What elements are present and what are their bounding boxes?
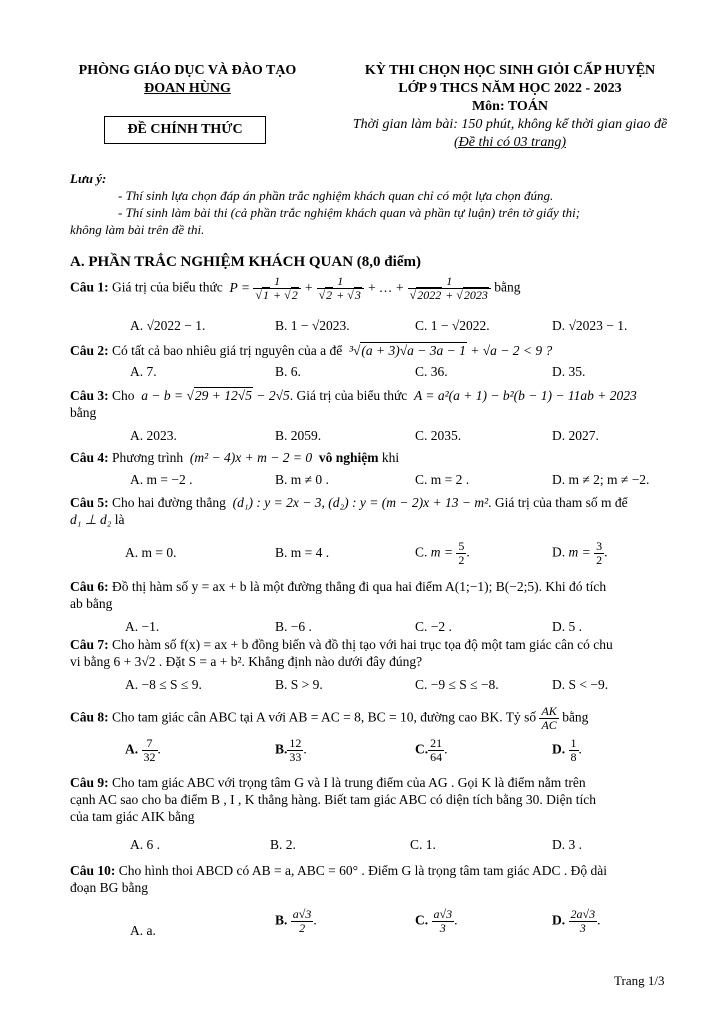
option-b: B. 6. [275, 364, 301, 379]
exam-title: KỲ THI CHỌN HỌC SINH GIỎI CẤP HUYỆN [364, 63, 656, 78]
question-tail: đoạn BG bằng [70, 880, 148, 895]
question-1 [70, 274, 674, 333]
notes [70, 170, 672, 238]
question-label: Câu 8: [70, 709, 109, 725]
note-line-2: - Thí sinh làm bài thi (cả phần trắc nghiệm khách quan và phần tự luận) trên tờ giấy thi; [118, 205, 581, 220]
option-b: B. 1 − √2023. [275, 318, 350, 333]
option-b: B. m = 4 . [275, 545, 330, 560]
official-badge: ĐỀ CHÍNH THỨC [104, 116, 266, 144]
section-a-title: A. PHẦN TRẮC NGHIỆM KHÁCH QUAN (8,0 điểm) [70, 254, 421, 270]
option-c: C. 2035. [415, 428, 462, 443]
question-5 [70, 494, 674, 567]
question-label: Câu 2: [70, 343, 109, 358]
question-mid: . Giá trị của biểu thức [289, 388, 408, 403]
exam-time: Thời gian làm bài: 150 phút, không kể thời gian giao đề [352, 117, 668, 132]
header-right [330, 62, 690, 152]
option-a: A. −8 ≤ S ≤ 9. [125, 677, 202, 692]
option-d: D. $\frac{1}{8}$ . [552, 736, 582, 764]
question-tail: khi [381, 450, 400, 465]
option-b: B. m ≠ 0 . [275, 472, 329, 487]
question-10 [70, 862, 674, 938]
option-a: A. m = −2 . [130, 472, 193, 487]
question-label: Câu 9: [70, 775, 109, 790]
option-b: B. S > 9. [275, 677, 323, 692]
question-text: Có tất cả bao nhiêu giá trị nguyên của a để [112, 343, 343, 358]
option-b: B. 2059. [275, 428, 322, 443]
question-mid: . Giá trị của tham số m để [488, 495, 628, 510]
question-line-3: của tam giác AIK bằng [70, 809, 195, 824]
question-line-2: cạnh AC sao cho ba điểm B , I , K thẳng hàng. Biết tam giác ABC có diện tích bằng 30. Diện tích [70, 792, 597, 807]
option-c: C. 1 − √2022. [415, 318, 490, 333]
question-text: Phương trình [112, 450, 184, 465]
question-text: Đồ thị hàm số y = ax + b là một đường thẳng đi qua hai điểm A(1;−1); B(−2;5). Khi đó tích [112, 579, 607, 594]
question-label: Câu 10: [70, 863, 116, 878]
option-b: B. $\frac{a√3}{2}$ . [275, 907, 317, 935]
option-c: C. $\frac{21}{64}$ . [415, 736, 448, 764]
question-label: Câu 6: [70, 579, 109, 594]
ratio-fraction: $\frac{AK}{AC}$ [541, 704, 557, 732]
question-label: Câu 5: [70, 495, 109, 510]
option-a: A. √2022 − 1. [130, 318, 206, 333]
option-b: B. 2. [270, 837, 296, 852]
option-a: A. 7. [130, 364, 157, 379]
math-expression: ³√(a + 3)√a − 3a − 1 + √a − 2 < 9 ? [345, 343, 553, 358]
option-d: D. √2023 − 1. [552, 318, 628, 333]
question-6 [70, 578, 674, 634]
question-tail: vi bằng 6 + 3√2 . Đặt S = a + b². Khẳng định nào dưới đây đúng? [70, 654, 423, 669]
option-c: C. m = $\frac{5}{2}$ . [415, 539, 470, 567]
question-label: Câu 4: [70, 450, 109, 465]
math-expression-2: A = a²(a + 1) − b²(b − 1) − 11ab + 2023 [410, 388, 637, 403]
question-9 [70, 774, 674, 852]
option-a: A. $\frac{7}{32}$ . [125, 736, 161, 764]
question-tail: bằng [494, 279, 521, 295]
question-tail: bằng [562, 709, 589, 725]
option-d: D. 5 . [552, 619, 582, 634]
question-text: Cho tam giác cân ABC tại A với AB = AC = 8, BC = 10, đường cao BK. Tỷ số [112, 709, 537, 725]
option-d: D. 35. [552, 364, 586, 379]
option-a: A. 6 . [130, 837, 160, 852]
exam-grade: LỚP 9 THCS NĂM HỌC 2022 - 2023 [398, 81, 622, 96]
option-d: D. m = $\frac{3}{2}$ . [552, 539, 608, 567]
question-text: Cho tam giác ABC với trọng tâm G và I là trung điểm của AG . Gọi K là điểm nằm trên [112, 775, 586, 790]
option-c: C. −2 . [415, 619, 452, 634]
option-a: A. −1. [125, 619, 160, 634]
exam-pages: (Đề thi có 03 trang) [454, 135, 566, 150]
question-4 [70, 449, 674, 487]
option-a: A. a. [130, 923, 156, 938]
question-bold: vô nghiệm [318, 450, 379, 465]
question-tail: là [114, 512, 125, 527]
option-c: C. 1. [410, 837, 436, 852]
note-line-3: không làm bài trên đề thi. [70, 222, 205, 237]
option-d: D. 2027. [552, 428, 599, 443]
exam-subject: Môn: TOÁN [471, 99, 549, 114]
question-text: Giá trị của biểu thức [112, 279, 223, 295]
option-c: C. $\frac{a√3}{3}$ . [415, 907, 458, 935]
department-name: PHÒNG GIÁO DỤC VÀ ĐÀO TẠO [78, 63, 297, 78]
note-title: Lưu ý: [70, 171, 107, 186]
header-left [60, 62, 315, 98]
option-d: D. $\frac{2a√3}{3}$ . [552, 907, 601, 935]
option-c: C. 36. [415, 364, 448, 379]
option-a: A. 2023. [130, 428, 177, 443]
question-8 [70, 704, 674, 764]
math-expression: a − b = √29 + 12√5 − 2√5 [137, 388, 290, 403]
perpendicular-expression: d₁ ⊥ d₂ [70, 512, 115, 527]
question-text: Cho hình thoi ABCD có AB = a, ABC = 60° . Điểm G là trọng tâm tam giác ADC . Độ dài [118, 863, 607, 878]
option-b: B. $\frac{12}{33}$ . [275, 736, 307, 764]
question-label: Câu 1: [70, 279, 109, 295]
question-text: Cho hàm số f(x) = ax + b đồng biến và đồ thị tạo với hai trục tọa độ một tam giác cân có chu [112, 637, 613, 652]
question-label: Câu 3: [70, 388, 109, 403]
page-number: Trang 1/3 [614, 973, 665, 988]
option-d: D. m ≠ 2; m ≠ −2. [552, 472, 650, 487]
option-d: D. S < −9. [552, 677, 609, 692]
note-line-1: - Thí sinh lựa chọn đáp án phần trắc nghiệm khách quan chỉ có một lựa chọn đúng. [118, 188, 554, 203]
option-c: C. −9 ≤ S ≤ −8. [415, 677, 499, 692]
district-name: ĐOAN HÙNG [144, 81, 231, 96]
option-c: C. m = 2 . [415, 472, 470, 487]
option-a: A. m = 0. [125, 545, 177, 560]
option-b: B. −6 . [275, 619, 312, 634]
math-expression: P = $\frac{1}{√1 + √2}$ + $\frac{1}{√2 + √3}$ + … + $\frac{1}{√2022 + √2023}$ [226, 280, 494, 295]
question-label: Câu 7: [70, 637, 109, 652]
question-tail: bằng [70, 405, 97, 420]
math-expression: (m² − 4)x + m − 2 = 0 [186, 450, 316, 465]
question-tail: ab bằng [70, 596, 113, 611]
question-text: Cho [112, 388, 135, 403]
question-7 [70, 636, 674, 692]
option-d: D. 3 . [552, 837, 582, 852]
question-text: Cho hai đường thẳng [112, 495, 226, 510]
math-expression: (d₁) : y = 2x − 3, (d₂) : y = (m − 2)x + 13 − m² [229, 495, 489, 510]
question-3 [70, 387, 674, 443]
question-2 [70, 342, 674, 379]
